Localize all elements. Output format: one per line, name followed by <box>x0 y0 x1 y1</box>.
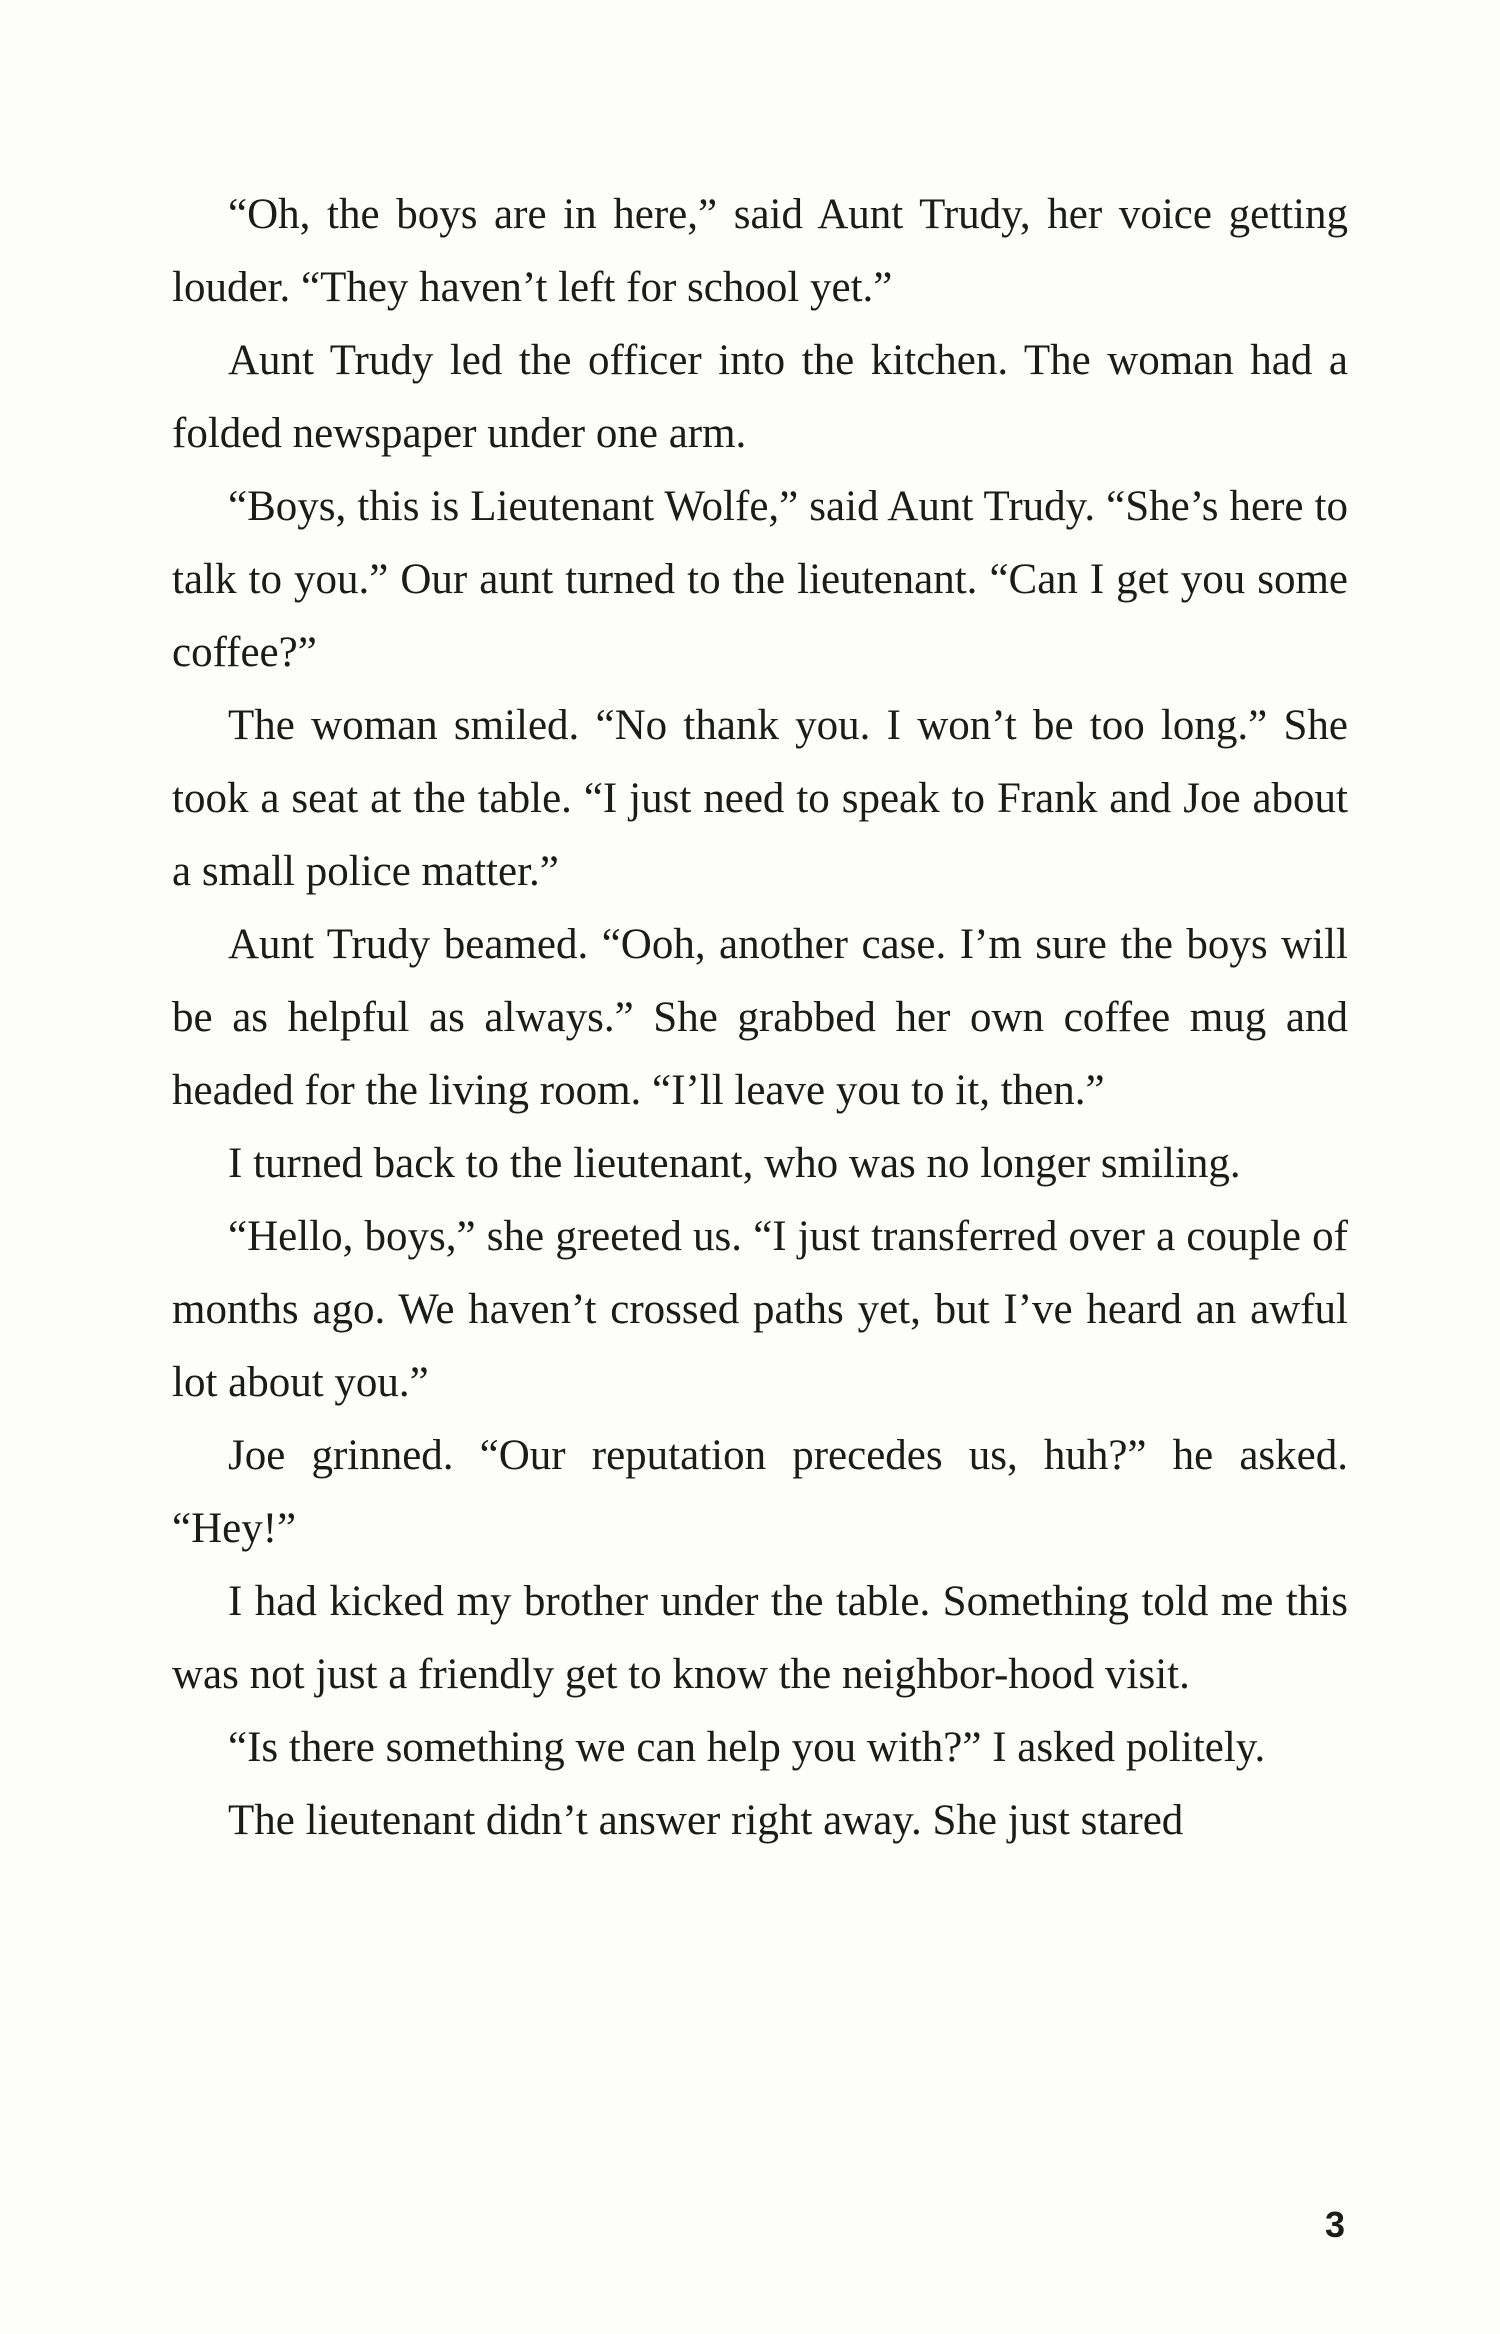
paragraph: “Oh, the boys are in here,” said Aunt Trudy, her voice getting louder. “They haven’t left for school yet.” <box>172 191 1348 311</box>
body-text <box>172 178 1348 1857</box>
paragraph: “Is there something we can help you with?” I asked politely. <box>228 1724 1266 1771</box>
paragraph: “Boys, this is Lieutenant Wolfe,” said Aunt Trudy. “She’s here to talk to you.” Our aunt turned to the lieutenant. “Can I get you some coffee?” <box>172 483 1348 676</box>
paragraph: Aunt Trudy beamed. “Ooh, another case. I’m sure the boys will be as helpful as always.” She grabbed her own coffee mug and headed for the living room. “I’ll leave you to it, then.” <box>172 921 1348 1114</box>
paragraph: The lieutenant didn’t answer right away. She just stared <box>228 1797 1184 1844</box>
paragraph: I had kicked my brother under the table. Something told me this was not just a friendly get to know the neighbor-hood visit. <box>172 1578 1348 1698</box>
paragraph: I turned back to the lieutenant, who was no longer smiling. <box>228 1140 1241 1187</box>
paragraph: “Hello, boys,” she greeted us. “I just transferred over a couple of months ago. We haven’t crossed paths yet, but I’ve heard an awful lot about you.” <box>172 1213 1348 1406</box>
page-number: 3 <box>1324 2204 1345 2245</box>
paragraph: The woman smiled. “No thank you. I won’t be too long.” She took a seat at the table. “I just need to speak to Frank and Joe about a small police matter.” <box>172 702 1348 895</box>
paragraph: Joe grinned. “Our reputation precedes us, huh?” he asked. “Hey!” <box>172 1432 1348 1552</box>
paragraph: Aunt Trudy led the officer into the kitchen. The woman had a folded newspaper under one arm. <box>172 337 1348 457</box>
